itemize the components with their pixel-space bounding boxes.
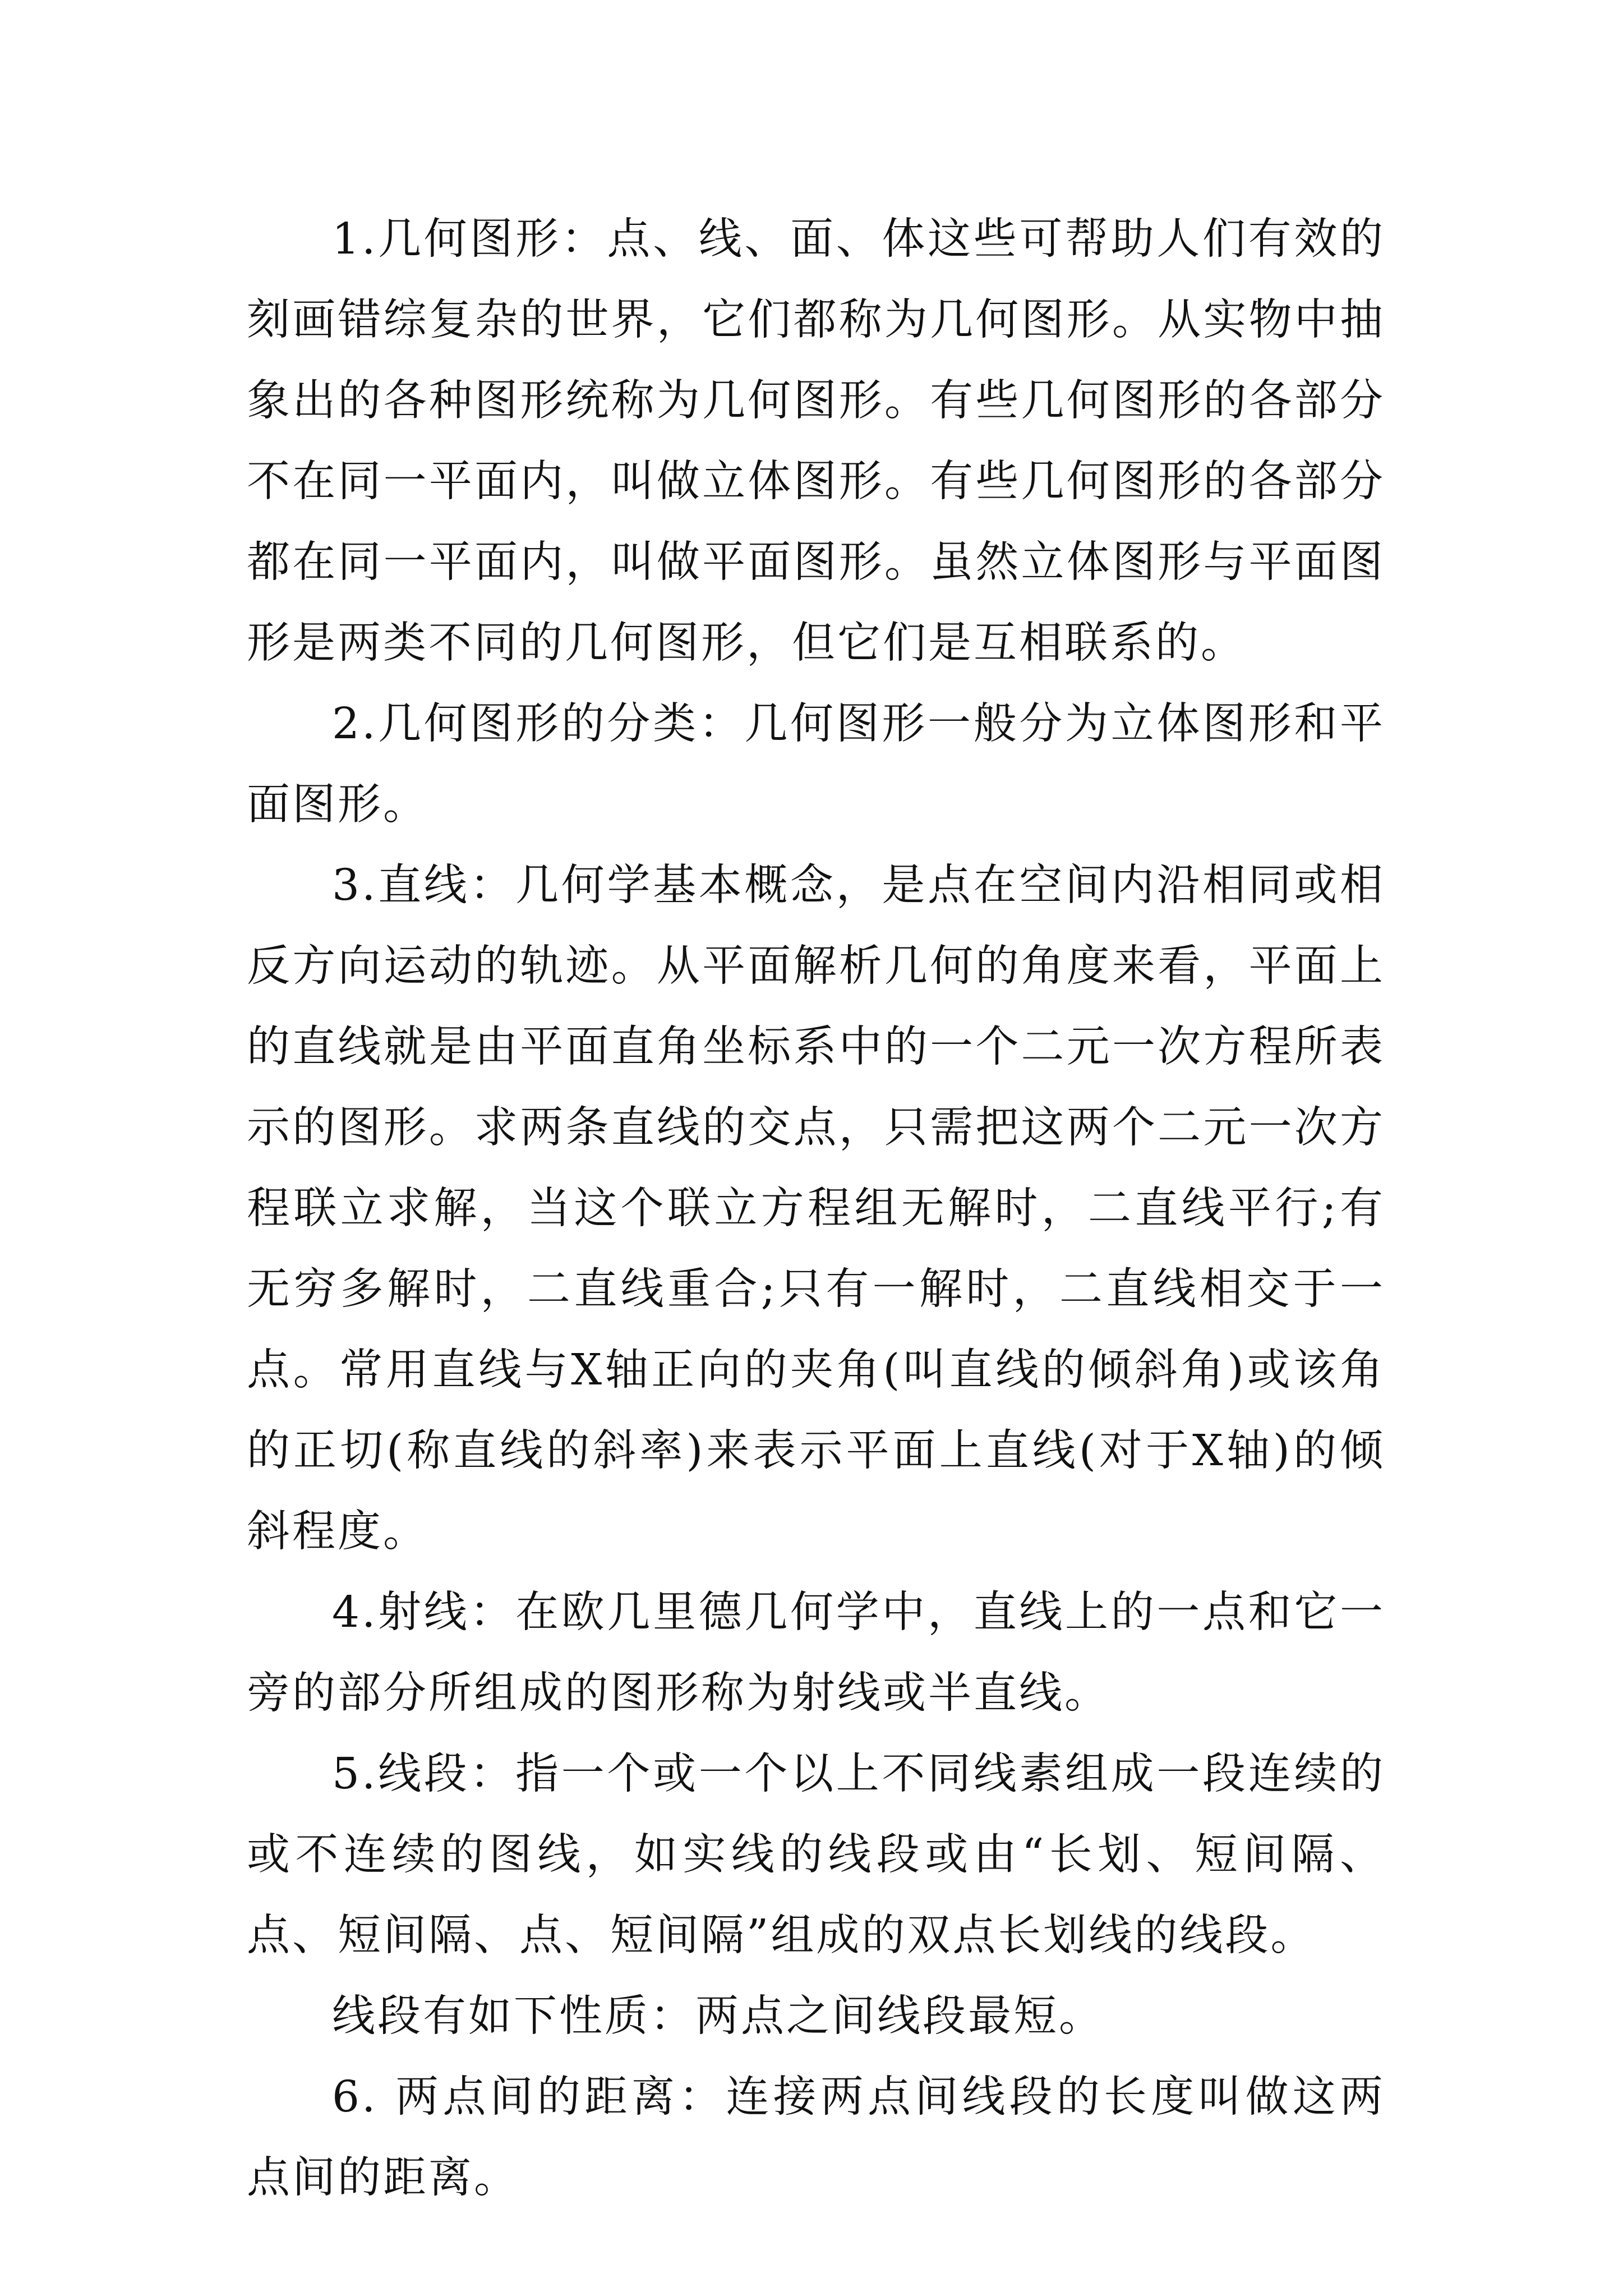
document-page <box>247 199 1385 2219</box>
paragraph-line-segment: 5.线段：指一个或一个以上不同线素组成一段连续的或不连续的图线，如实线的线段或由“长划、短间隔、点、短间隔、点、短间隔”组成的双点长划线的线段。 <box>247 1749 1385 1961</box>
paragraph-segment-property: 线段有如下性质：两点之间线段最短。 <box>332 1991 1104 2041</box>
paragraph-distance: 6. 两点间的距离：连接两点间线段的长度叫做这两点间的距离。 <box>247 2072 1385 2203</box>
paragraph-straight-line: 3.直线：几何学基本概念，是点在空间内沿相同或相反方向运动的轨迹。从平面解析几何的角度来看，平面上的直线就是由平面直角坐标系中的一个二元一次方程所表示的图形。求两条直线的交点，只需把这两个二元一次方程联立求解，当这个联立方程组无解时，二直线平行;有无穷多解时，二直线重合;只有一解时，二直线相交于一点。常用直线与X轴正向的夹角(叫直线的倾斜角)或该角的正切(称直线的斜率)来表示平面上直线(对于X轴)的倾斜程度。 <box>247 861 1385 1557</box>
paragraph-figure-classification: 2.几何图形的分类：几何图形一般分为立体图形和平面图形。 <box>247 699 1385 830</box>
paragraph-geometric-figures: 1.几何图形：点、线、面、体这些可帮助人们有效的刻画错综复杂的世界，它们都称为几何图形。从实物中抽象出的各种图形统称为几何图形。有些几何图形的各部分不在同一平面内，叫做立体图形。有些几何图形的各部分都在同一平面内，叫做平面图形。虽然立体图形与平面图形是两类不同的几何图形，但它们是互相联系的。 <box>247 214 1385 668</box>
paragraph-ray: 4.射线：在欧几里德几何学中，直线上的一点和它一旁的部分所组成的图形称为射线或半直线。 <box>247 1588 1385 1718</box>
